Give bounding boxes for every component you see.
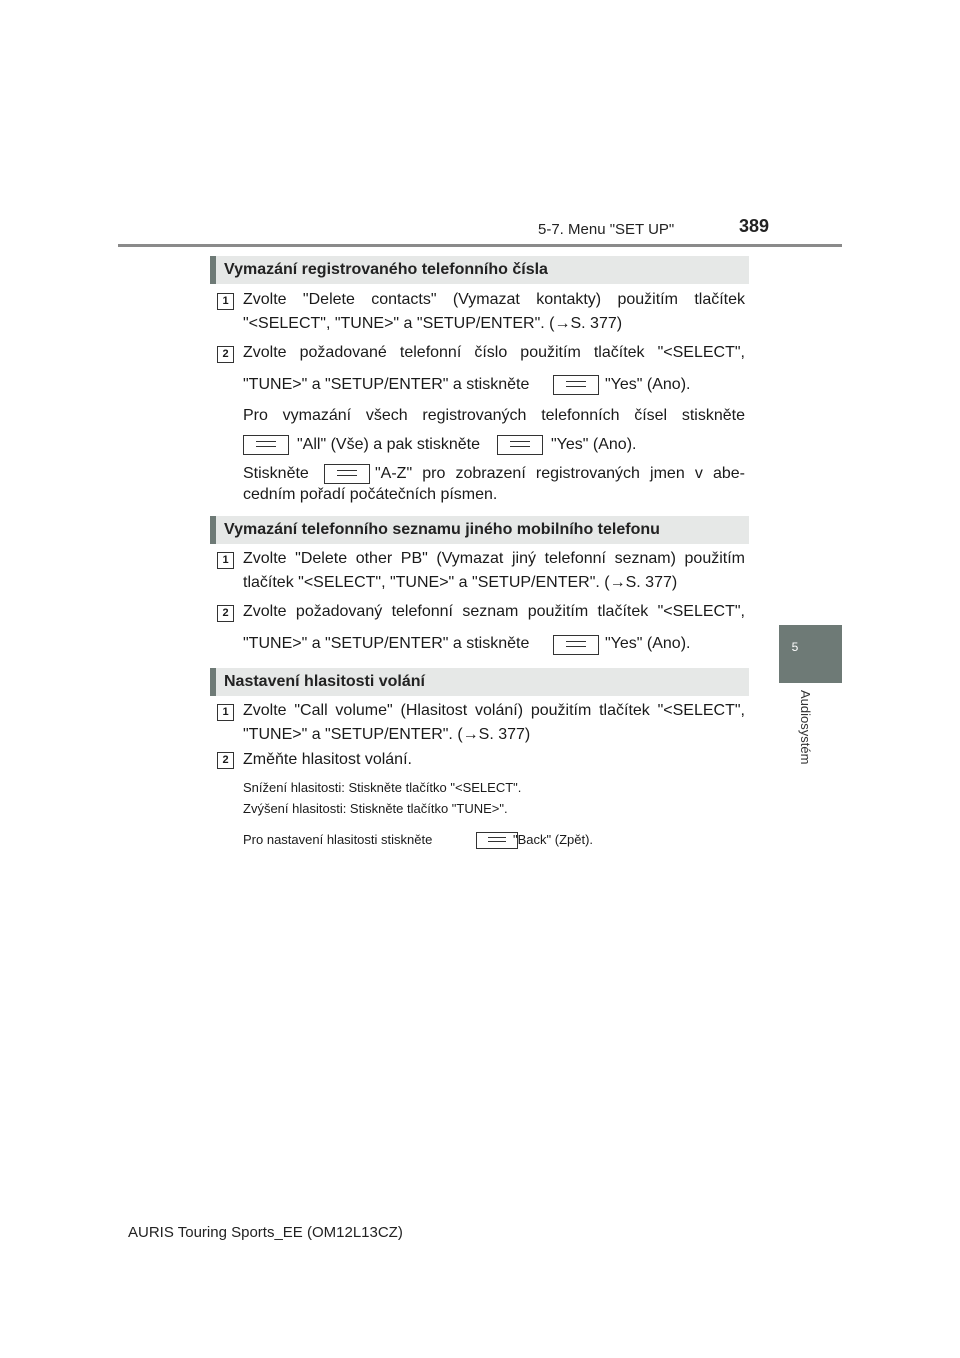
- step-text: "TUNE>" a "SETUP/ENTER". (→S. 377): [243, 726, 531, 743]
- page-number: 389: [739, 216, 770, 236]
- menu-button-icon: [553, 375, 599, 395]
- note-text: Snížení hlasitosti: Stiskněte tlačítko "<SELECT".: [243, 780, 522, 795]
- note-text: Zvýšení hlasitosti: Stiskněte tlačítko "TUNE>".: [243, 801, 508, 816]
- step-text: Zvolte "Call volume" (Hlasitost volání) použitím tlačítek "<SELECT",: [243, 702, 745, 719]
- note-text: "Back" (Zpět).: [513, 832, 594, 847]
- step-number: 2: [217, 605, 234, 622]
- step-number: 2: [217, 346, 234, 363]
- section-heading-call-volume: Nastavení hlasitosti volání: [210, 668, 749, 696]
- step-text: "<SELECT", "TUNE>" a "SETUP/ENTER". (→S. 377): [243, 315, 623, 332]
- menu-button-icon: [324, 464, 370, 484]
- step-text: Zvolte požadované telefonní číslo použitím tlačítek "<SELECT",: [243, 344, 745, 361]
- step-text: "TUNE>" a "SETUP/ENTER" a stiskněte: [243, 376, 530, 393]
- step-text: Zvolte "Delete contacts" (Vymazat kontakty) použitím tlačítek: [243, 291, 745, 308]
- note-text: "All" (Vše) a pak stiskněte: [297, 436, 480, 453]
- step-number: 2: [217, 752, 234, 769]
- note-text: "A-Z" pro zobrazení registrovaných jmen v abe-: [375, 465, 745, 482]
- menu-button-icon: [243, 435, 289, 455]
- note-text: Pro vymazání všech registrovaných telefonních čísel stiskněte: [243, 407, 745, 424]
- menu-button-icon: [553, 635, 599, 655]
- document-footer: AURIS Touring Sports_EE (OM12L13CZ): [128, 1224, 403, 1241]
- header-divider: [118, 244, 842, 247]
- chapter-number: 5: [791, 640, 799, 654]
- step-number: 1: [217, 293, 234, 310]
- section-heading-delete-phonebook: Vymazání telefonního seznamu jiného mobilního telefonu: [210, 516, 749, 544]
- step-text: Zvolte "Delete other PB" (Vymazat jiný telefonní seznam) použitím: [243, 550, 745, 567]
- step-text: tlačítek "<SELECT", "TUNE>" a "SETUP/ENTER". (→S. 377): [243, 574, 678, 591]
- chapter-tab: [779, 625, 842, 683]
- section-heading-delete-number: Vymazání registrovaného telefonního čísla: [210, 256, 749, 284]
- step-number: 1: [217, 704, 234, 721]
- note-text: Stiskněte: [243, 465, 309, 482]
- note-text: "Yes" (Ano).: [551, 436, 637, 453]
- section-title: 5-7. Menu "SET UP": [538, 221, 675, 238]
- step-text: Změňte hlasitost volání.: [243, 751, 412, 768]
- step-number: 1: [217, 552, 234, 569]
- note-text: cedním pořadí počátečních písmen.: [243, 486, 498, 503]
- note-text: Pro nastavení hlasitosti stiskněte: [243, 832, 433, 847]
- chapter-label: Audiosystém: [798, 690, 813, 765]
- menu-button-icon: [476, 832, 518, 849]
- step-text: "Yes" (Ano).: [605, 376, 691, 393]
- menu-button-icon: [497, 435, 543, 455]
- step-text: "Yes" (Ano).: [605, 635, 691, 652]
- step-text: "TUNE>" a "SETUP/ENTER" a stiskněte: [243, 635, 530, 652]
- step-text: Zvolte požadovaný telefonní seznam použitím tlačítek "<SELECT",: [243, 603, 745, 620]
